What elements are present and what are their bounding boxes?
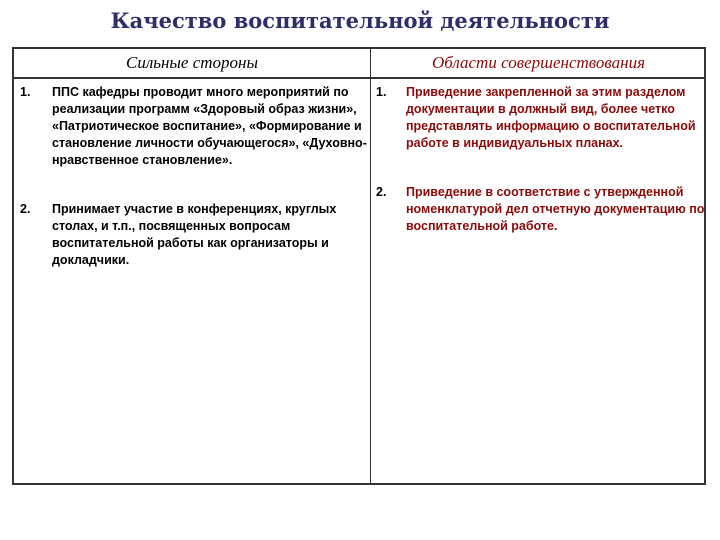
improvements-header: Области совершенствования <box>431 53 646 72</box>
strength-item <box>20 201 370 271</box>
slide-title: Качество воспитательной деятельности <box>110 8 610 33</box>
strengths-header: Сильные стороны <box>126 53 258 72</box>
strength-item-number: 1. <box>20 85 31 99</box>
strength-item-number: 2. <box>20 202 31 216</box>
strength-item <box>20 84 370 189</box>
strength-item-text: Принимает участие в конференциях, круглых столах, и т.п., посвященных вопросам воспитательной работы как организаторы и докладчики. <box>52 202 337 267</box>
improvement-item-number: 1. <box>376 85 387 99</box>
strength-item-text: ППС кафедры проводит много мероприятий по реализации программ «Здоровый образ жизни», «Патриотическое воспитание», «Формирование и становление личности обучающегося», «Духовно-нравственное становление». <box>52 85 367 167</box>
improvement-item-number: 2. <box>376 185 387 199</box>
header-divider <box>14 77 704 79</box>
improvement-item-text: Приведение в соответствие с утвержденной номенклатурой дел отчетную документацию по воспитательной работе. <box>406 185 705 233</box>
comparison-table <box>12 47 706 485</box>
improvement-item <box>376 84 706 172</box>
improvement-item-text: Приведение закрепленной за этим разделом документации в должный вид, более четко представлять информацию о воспитательной работе в индивидуальных планах. <box>406 85 696 150</box>
improvement-item <box>376 184 706 254</box>
